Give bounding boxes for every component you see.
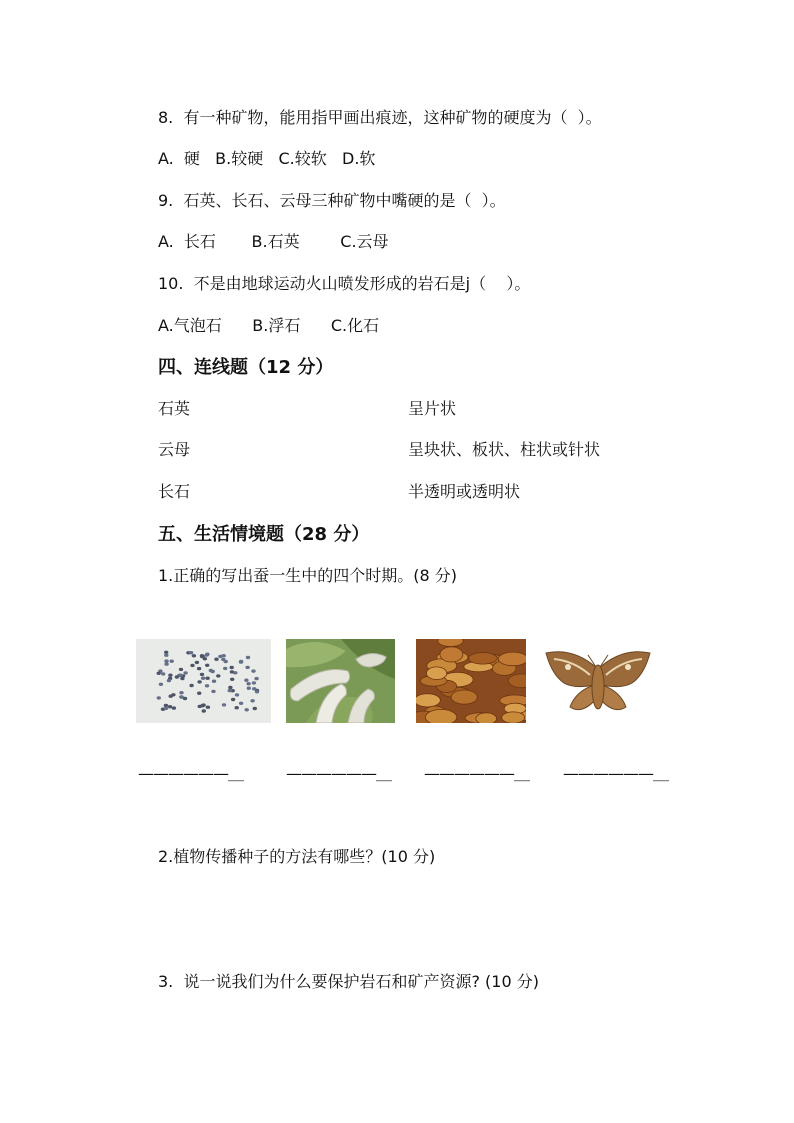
question-5-2: 2.植物传播种子的方法有哪些？(10 分) — [158, 847, 436, 866]
answer-blank[interactable]: ——————＿ — [563, 764, 669, 783]
answer-blank[interactable]: ——————＿ — [138, 764, 244, 783]
match-left-item: 云母 — [158, 440, 191, 459]
silkworm-larvae-photo — [286, 639, 395, 723]
match-left-item: 石英 — [158, 399, 191, 418]
question-5-1: 1.正确的写出蚕一生中的四个时期。(8 分) — [158, 566, 458, 585]
question-8: 8. 有一种矿物，能用指甲画出痕迹，这种矿物的硬度为（ ）。 — [158, 108, 602, 127]
question-10-options: A.气泡石 B.浮石 C.化石 — [158, 316, 380, 335]
silkworm-pupae-photo — [416, 639, 526, 723]
question-5-3: 3. 说一说我们为什么要保护岩石和矿产资源? (10 分) — [158, 972, 539, 991]
section-5-title: 五、生活情境题（28 分） — [158, 524, 370, 545]
question-8-options: A. 硬 B.较硬 C.较软 D.软 — [158, 149, 376, 168]
answer-blank[interactable]: ——————＿ — [424, 764, 530, 783]
question-9: 9. 石英、长石、云母三种矿物中嘴硬的是（ ）。 — [158, 191, 506, 210]
match-right-item: 半透明或透明状 — [408, 482, 521, 501]
silkworm-moth-photo — [544, 645, 652, 723]
answer-blank[interactable]: ——————＿ — [286, 764, 392, 783]
question-10: 10. 不是由地球运动火山喷发形成的岩石是j（ ）。 — [158, 274, 531, 293]
section-4-title: 四、连线题（12 分） — [158, 357, 334, 378]
match-right-item: 呈块状、板状、柱状或针状 — [408, 440, 601, 459]
match-right-item: 呈片状 — [408, 399, 457, 418]
match-left-item: 长石 — [158, 482, 191, 501]
silkworm-eggs-photo — [136, 639, 271, 723]
question-9-options: A. 长石 B.石英 C.云母 — [158, 232, 389, 251]
